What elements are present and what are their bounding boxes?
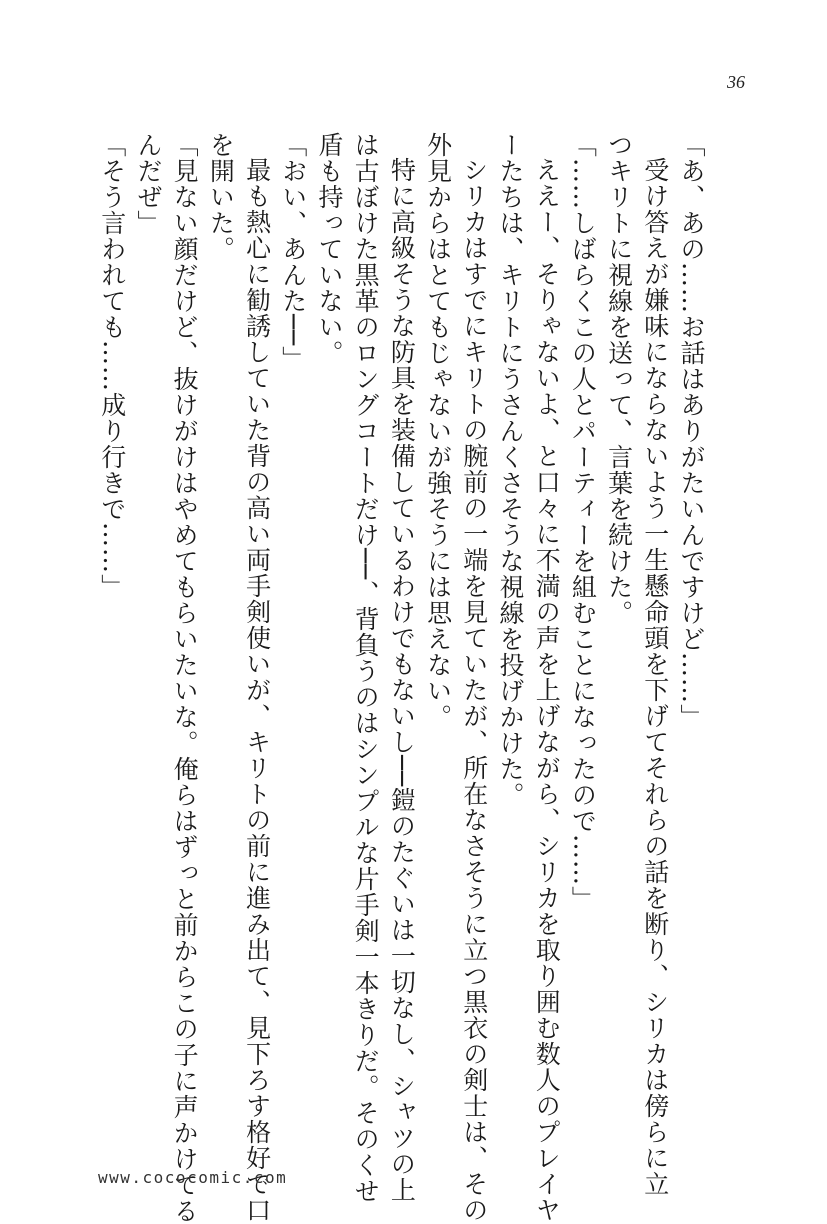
text-line: 受け答えが嫌味にならないよう一生懸命頭を下げてそれらの話を断り、シリカは傍らに立 — [640, 157, 670, 1197]
text-line: ーたちは、キリトにうさんくさそうな視線を投げかけた。 — [495, 132, 525, 808]
text-line: を開いた。 — [206, 132, 236, 262]
text-line: 「おい、あんた──」 — [278, 132, 308, 373]
text-line: 「……しばらくこの人とパーティーを組むことになったので……」 — [568, 132, 598, 912]
text-line: つキリトに視線を送って、言葉を続けた。 — [604, 132, 634, 626]
text-line: ええー、そりゃないよ、と口々に不満の声を上げながら、シリカを取り囲む数人のプレイヤ — [532, 157, 562, 1223]
text-line: 外見からはとてもじゃないが強そうには思えない。 — [423, 132, 453, 730]
text-line: 最も熱心に勧誘していた背の高い両手剣使いが、キリトの前に進み出て、見下ろす格好で口 — [242, 157, 272, 1223]
text-line: 「そう言われても……成り行きで……」 — [97, 132, 127, 600]
watermark: www.cococomic.com — [98, 1168, 288, 1187]
text-line: 盾も持っていない。 — [314, 132, 344, 366]
text-line: 特に高級そうな防具を装備しているわけでもないし──鎧のたぐいは一切なし、シャツの上 — [387, 157, 417, 1204]
text-line: 「見ない顔だけど、抜けがけはやめてもらいたいな。俺らはずっと前からこの子に声かけてる — [170, 132, 200, 1224]
page-number: 36 — [727, 72, 745, 92]
text-line: んだぜ」 — [133, 132, 163, 236]
text-line: は古ぼけた黒革のロングコートだけ──、背負うのはシンプルな片手剣一本きりだ。そのくせ — [351, 132, 381, 1205]
text-line: 「あ、あの……お話はありがたいんですけど……」 — [677, 132, 706, 730]
text-line: シリカはすでにキリトの腕前の一端を見ていたが、所在なさそうに立つ黒衣の剣士は、その — [459, 157, 489, 1223]
